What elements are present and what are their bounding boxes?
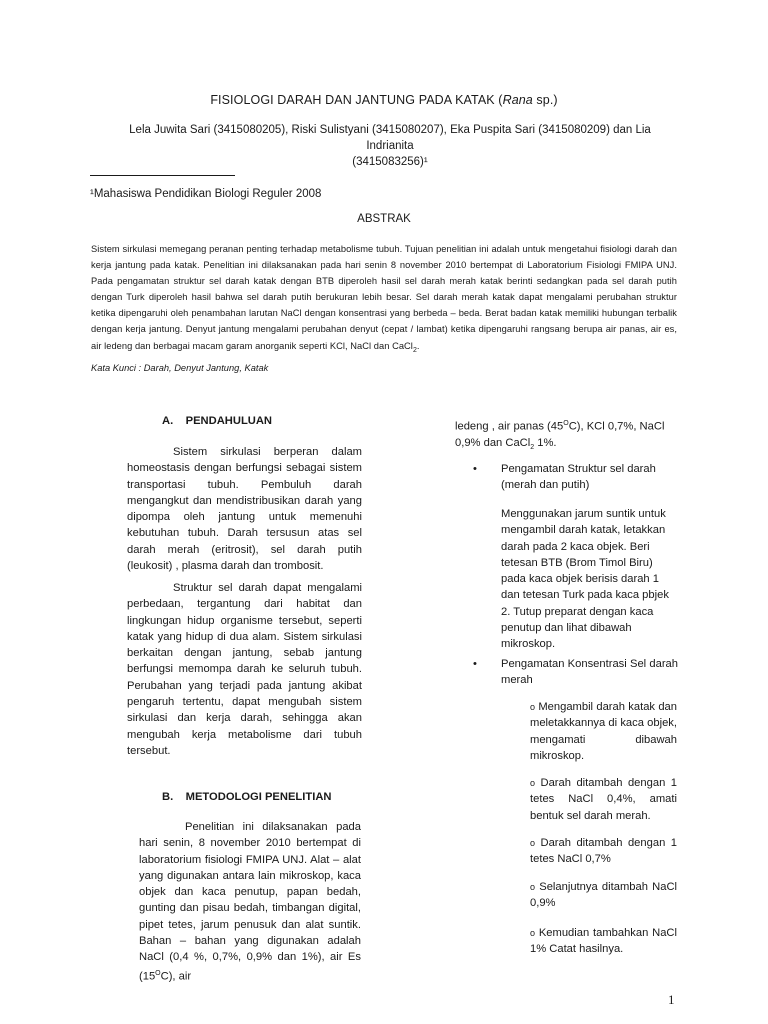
abstract-heading: ABSTRAK <box>357 213 411 225</box>
method-text-end: C), air <box>160 970 192 983</box>
bullet-1-title: Pengamatan Struktur sel darah (merah dan putih) <box>501 463 656 492</box>
paper-title <box>0 93 768 107</box>
sub-list-item <box>530 775 677 824</box>
circle-marker-icon: o <box>530 882 536 892</box>
author-list <box>110 122 670 170</box>
footnote-rule <box>90 175 235 176</box>
bullet-item-1 <box>473 461 678 494</box>
keywords: Kata Kunci : Darah, Denyut Jantung, Katak <box>91 363 269 373</box>
bullet-1-text: Menggunakan jarum suntik untuk mengambil darah katak, letakkan darah pada 2 kaca objek. Beri tetesan BTB (Brom Timol Biru) pada kaca objek berisis darah 1 dan tetesan Turk pada kaca pbjek 2. Tutup preparat dengan kaca penutup dan lihat dibawah mikroskop. <box>501 508 669 651</box>
sub-list-item <box>530 835 677 868</box>
sub-item-text: Darah ditambah dengan 1 tetes NaCl 0,4%, amati bentuk sel darah merah. <box>530 777 677 822</box>
section-b-heading: B. METODOLOGI PENELITIAN <box>162 791 332 803</box>
bullet-2-title: Pengamatan Konsentrasi Sel darah merah <box>501 658 678 687</box>
cont-text-b: C), KCl 0,7%, NaCl 0,9% dan CaCl <box>455 420 665 450</box>
affiliation: ¹Mahasiswa Pendidikan Biologi Reguler 2008 <box>90 188 322 200</box>
cont-text-c: 1%. <box>534 437 557 450</box>
cont-degree-sup: O <box>563 420 569 427</box>
abstract-subscript: 2 <box>412 346 417 354</box>
method-degree-sup: O <box>155 969 161 977</box>
authors-line-2: (3415083256)¹ <box>352 156 428 168</box>
method-paragraph <box>139 819 361 985</box>
abstract-text: Sistem sirkulasi memegang peranan penting terhadap metabolisme tubuh. Tujuan penelitian ini adalah untuk mengetahui fisiologi darah dan kerja jantung pada katak. Penelitian ini dilaksanakan pada hari senin 8 november 2010 bertempat di Laboratorium Fisiologi FMIPA UNJ. Pada pengamatan struktur sel darah katak dengan BTB diperoleh hasil sel darah merah katak berinti sedangkan pada sel darah putih dengan Turk diperoleh hasil bahwa sel darah putih berukuran lebih besar. Sel darah merah katak dapat mengalami perubahan struktur ketika dipengaruhi oleh penambahan larutan NaCl dengan konsentrasi yang berbeda – beda. Berat badan katak memiliki hubungan terbalik dengan kerja jantung. Denyut jantung mengalami perubahan denyut (cepat / lambat) ketika dipengaruhi rangsang berupa air panas, air es, air ledeng dan berbagai macam garam anorganik seperti KCl, NaCl dan CaCl <box>91 244 677 351</box>
circle-marker-icon: o <box>530 928 536 938</box>
circle-marker-icon: o <box>530 778 536 788</box>
sub-item-text: Kemudian tambahkan NaCl 1% Catat hasilnya. <box>530 927 677 956</box>
title-end: sp.) <box>532 93 558 107</box>
abstract-body <box>91 241 677 359</box>
circle-marker-icon: o <box>530 702 536 712</box>
sub-list-item <box>530 699 677 764</box>
sub-item-text: Selanjutnya ditambah NaCl 0,9% <box>530 881 678 910</box>
section-a-heading: A. PENDAHULUAN <box>162 415 273 427</box>
sub-list-item <box>530 925 677 958</box>
bullet-item-2 <box>473 656 678 689</box>
abstract-text-end: . <box>416 340 420 351</box>
bullet-icon: • <box>473 463 477 475</box>
cont-subscript: 2 <box>530 444 535 452</box>
sub-item-text: Mengambil darah katak dan meletakkannya di kaca objek, mengamati dibawah mikroskop. <box>530 701 677 762</box>
sub-item-text: Darah ditambah dengan 1 tetes NaCl 0,7% <box>530 837 677 866</box>
title-italic-genus: Rana <box>502 93 533 107</box>
authors-line-1: Lela Juwita Sari (3415080205), Riski Sulistyani (3415080207), Eka Puspita Sari (3415080209) dan Lia Indrianita <box>129 124 651 152</box>
method-continuation <box>455 416 679 457</box>
intro-paragraph-1: Sistem sirkulasi berperan dalam homeostasis dengan berfungsi sebagai sistem transportasi tubuh. Pembuluh darah mengangkut dan mendistribusikan darah yang dipompa oleh jantung untuk memenuhi kebutuhan tubuh. Darah tersusun atas sel darah merah (eritrosit), sel darah putih (leukosit) , plasma darah dan trombosit. <box>127 446 362 573</box>
method-text: Penelitian ini dilaksanakan pada hari senin, 8 november 2010 bertempat di laboratorium fisiologi FMIPA UNJ. Alat – alat yang digunakan antara lain mikroskop, kaca objek dan kaca penutup, papan bedah, gunting dan pisau bedah, timbangan digital, pipet tetes, jarum penusuk dan alat suntik. Bahan – bahan yang digunakan adalah NaCl (0,4 %, 0,7%, 0,9% dan 1%), air Es (15 <box>139 821 361 983</box>
cont-text-a: ledeng , air panas (45 <box>455 420 564 433</box>
title-main: FISIOLOGI DARAH DAN JANTUNG PADA KATAK ( <box>210 93 503 107</box>
page-number: 1 <box>668 992 675 1007</box>
circle-marker-icon: o <box>530 838 536 848</box>
bullet-icon: • <box>473 658 477 670</box>
sub-list-item <box>530 879 677 912</box>
intro-paragraph-2: Struktur sel darah dapat mengalami perbedaan, tergantung dari habitat dan lingkungan hidup organisme tersebut, seperti katak yang hidup di dua alam. Sistem sirkulasi berkaitan dengan jantung, sebab jantung berfungsi memompa darah ke seluruh tubuh. Perubahan yang terjadi pada jantung akibat pengaruh tertentu, dapat mengubah sistem sirkulasi dan kerja darah, sehingga akan mengubah kerja metabolisme dari tubuh tersebut. <box>127 582 362 757</box>
